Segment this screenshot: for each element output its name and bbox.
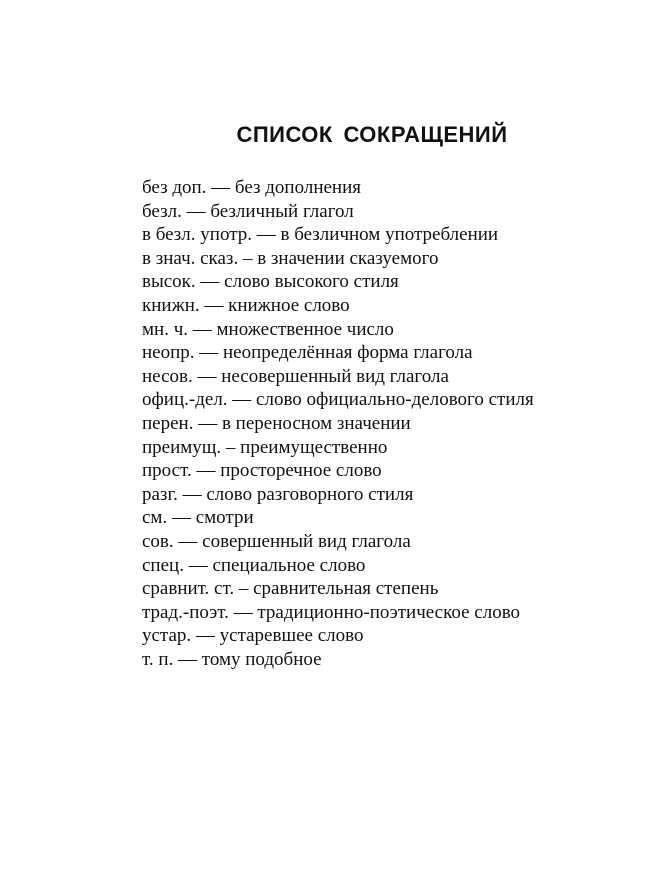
list-item: спец. — специальное слово [142, 554, 366, 576]
list-item: т. п. — тому подобное [142, 648, 322, 670]
list-item: перен. — в переносном значении [142, 412, 411, 434]
list-item: прост. — просторечное слово [142, 460, 382, 482]
list-item: см. — смотри [142, 507, 254, 529]
list-item: неопр. — неопределённая форма глагола [142, 342, 473, 364]
list-item: преимущ. – преимущественно [142, 436, 388, 458]
list-item: без доп. — без дополнения [142, 177, 362, 198]
abbreviation-list [142, 176, 534, 671]
page-title: СПИСОК СОКРАЩЕНИЙ [236, 122, 508, 147]
list-item: офиц.-дел. — слово официально-делового стиля [142, 389, 534, 411]
list-item: несов. — несовершенный вид глагола [142, 365, 449, 387]
list-item: сравнит. ст. – сравнительная степень [142, 578, 439, 600]
list-item: мн. ч. — множественное число [142, 318, 394, 340]
list-item: устар. — устаревшее слово [142, 625, 364, 647]
list-item: высок. — слово высокого стиля [142, 271, 399, 293]
list-item: в безл. употр. — в безличном употреблении [142, 224, 499, 246]
list-item: трад.-поэт. — традиционно-поэтическое слово [142, 601, 521, 623]
list-item: сов. — совершенный вид глагола [142, 530, 411, 552]
list-item: книжн. — книжное слово [142, 294, 350, 316]
list-item: в знач. сказ. – в значении сказуемого [142, 247, 439, 269]
list-item: разг. — слово разговорного стиля [142, 483, 414, 505]
list-item: безл. — безличный глагол [142, 200, 354, 222]
